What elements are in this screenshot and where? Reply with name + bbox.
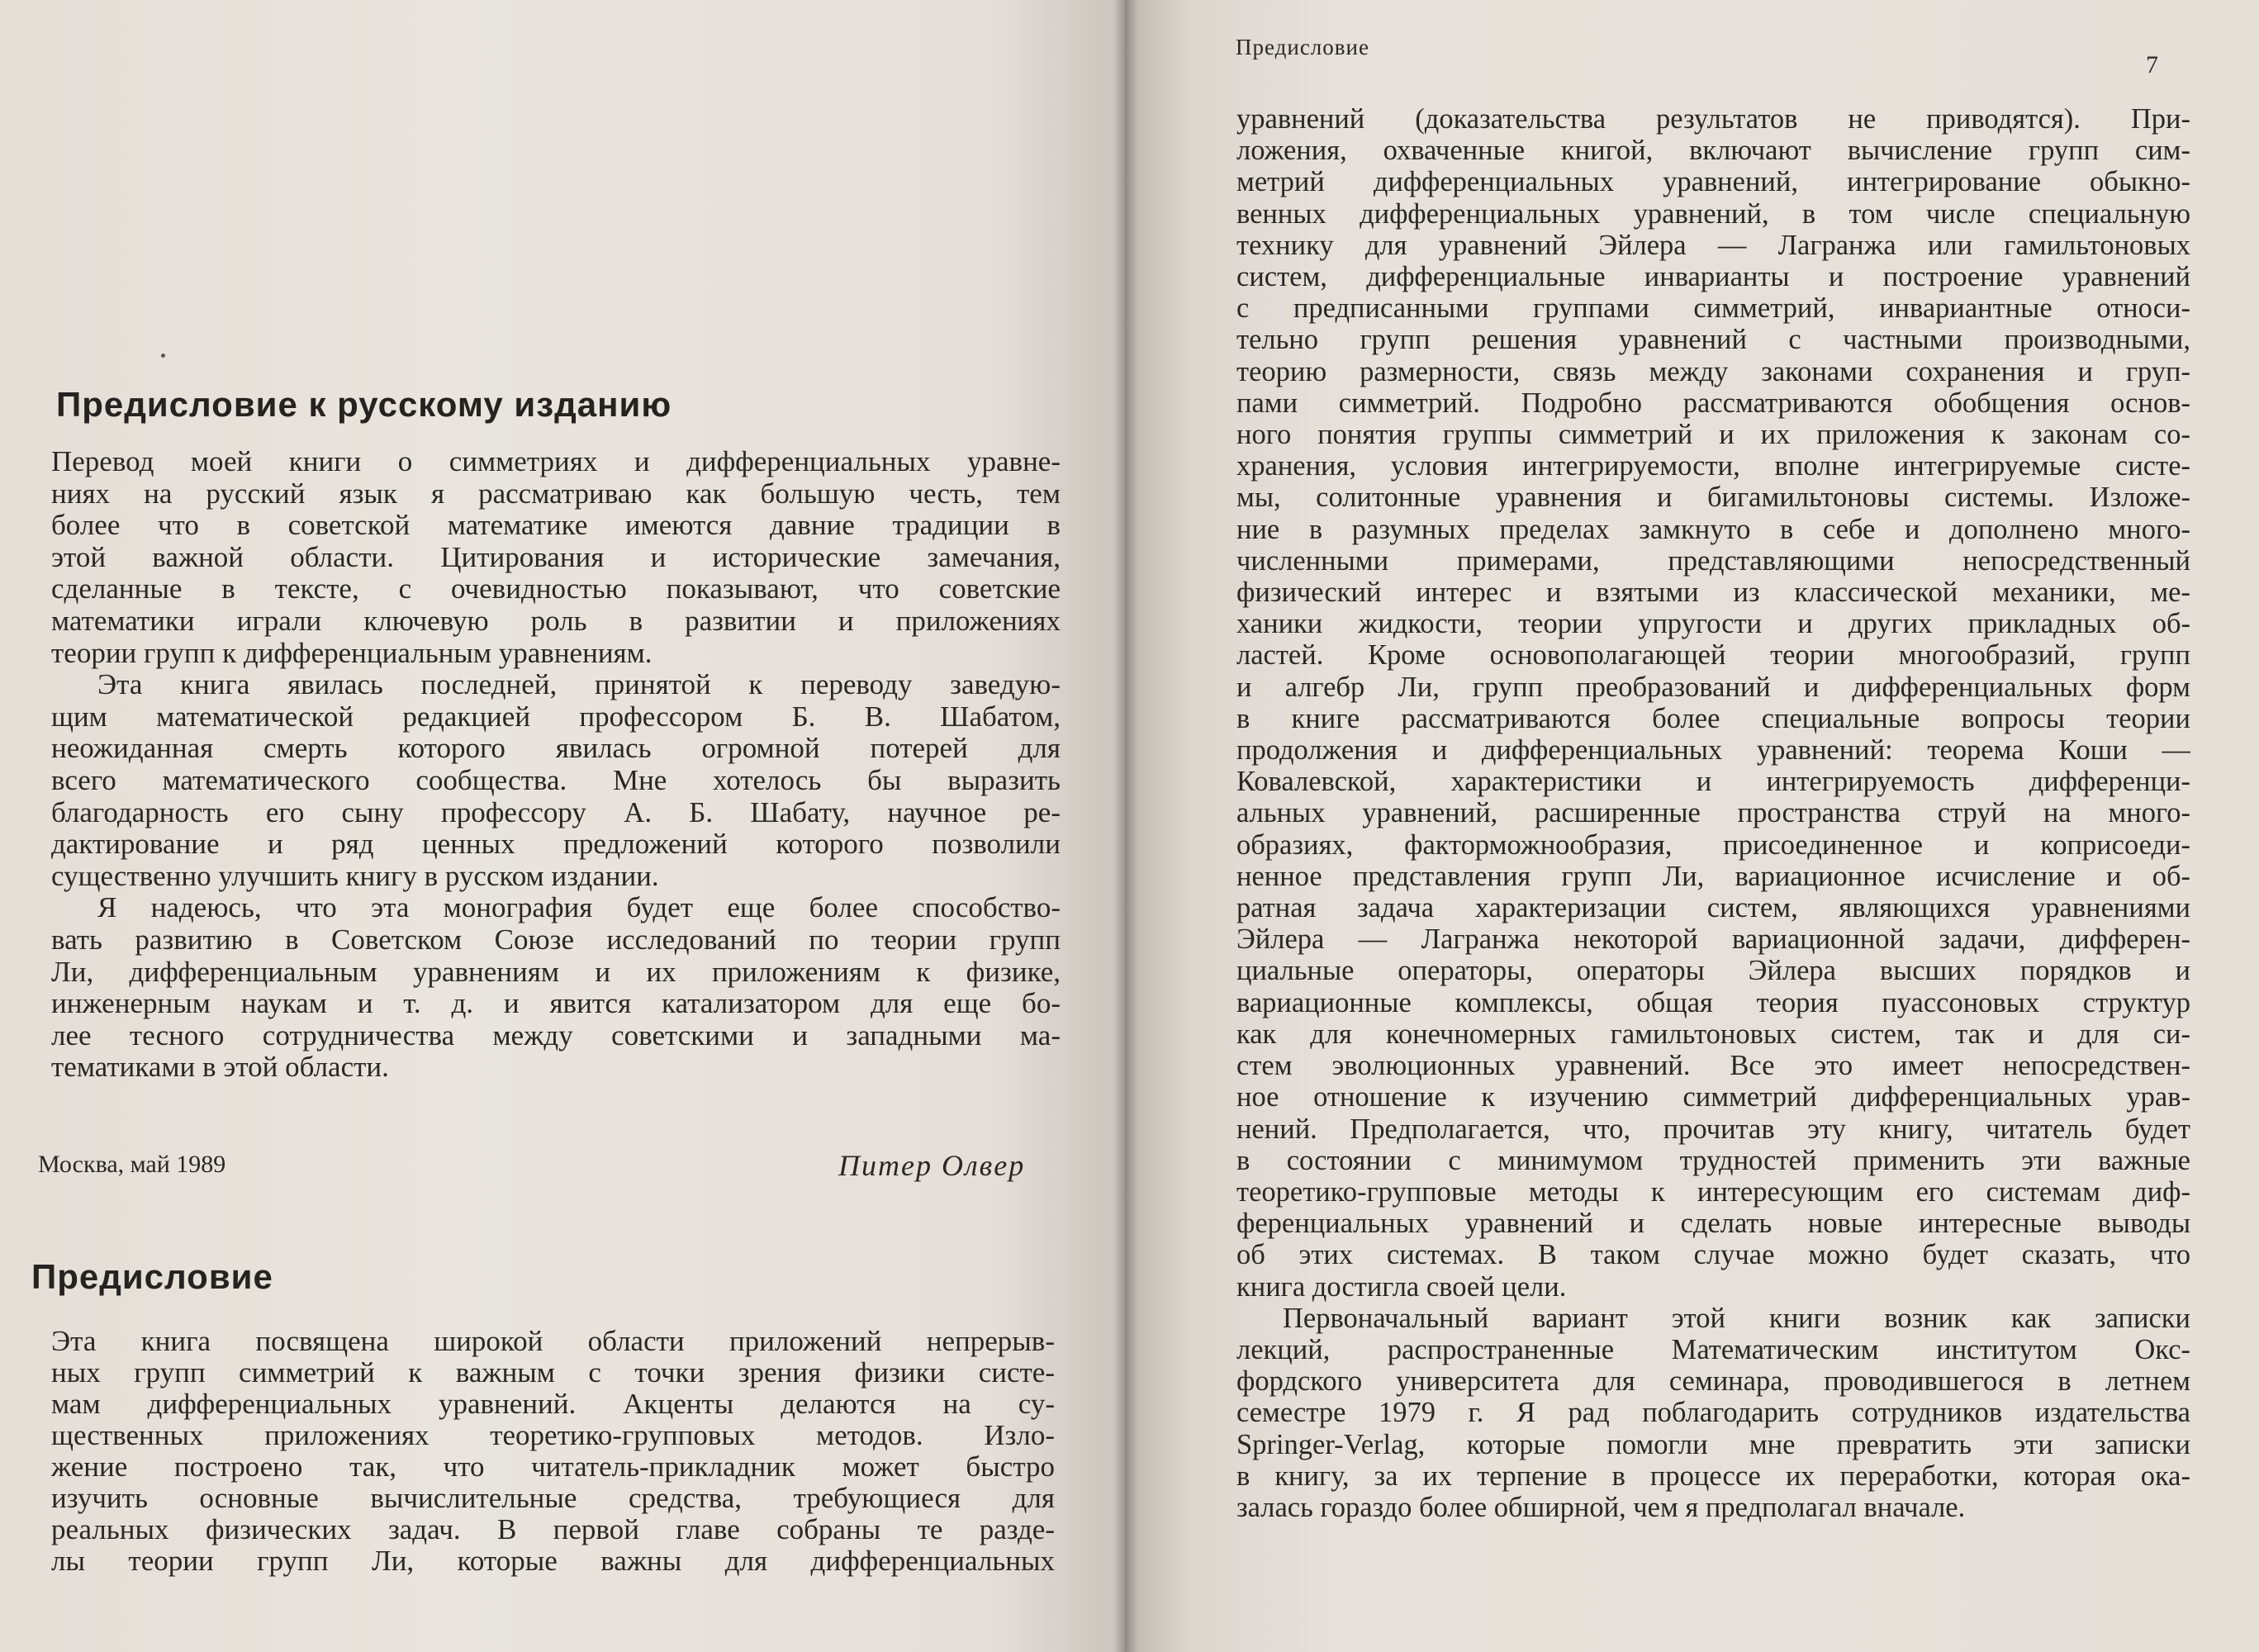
text-line: лее тесного сотрудничества между советскими и западными ма-: [51, 1019, 1061, 1051]
text-line: ференциальных уравнений и сделать новые интересные выводы: [1236, 1208, 2190, 1240]
text-line: всего математического сообщества. Мне хотелось бы выразить: [51, 764, 1061, 796]
text-line: образиях, факторможнообразия, присоединенное и коприсоеди-: [1236, 828, 2190, 861]
text-line: систем, дифференциальные инварианты и построение уравнений: [1236, 261, 2190, 293]
text-line: и алгебр Ли, групп преобразований и дифференциальных форм: [1236, 671, 2190, 703]
text-line: ного понятия группы симметрий и их приложения к законам со-: [1236, 419, 2190, 451]
text-line: мам дифференциальных уравнений. Акценты делаются на су-: [51, 1389, 1055, 1420]
signature-place-date: Москва, май 1989: [38, 1151, 226, 1178]
text-line: теоретико-групповые методы к интересующим его системам диф-: [1236, 1175, 2190, 1208]
text-line: в состоянии с минимумом трудностей применить эти важные: [1236, 1144, 2190, 1176]
text-line: щим математической редакцией профессором Б. В. Шабатом,: [51, 700, 1061, 733]
preface-text-left: [51, 1326, 1055, 1577]
text-line: физический интерес и взятыми из классической механики, ме-: [1236, 577, 2190, 609]
text-line: книга достигла своей цели.: [1236, 1270, 1567, 1303]
text-line: Эйлера — Лагранжа некоторой вариационной задачи, дифферен-: [1236, 923, 2190, 956]
text-line: инженерным наукам и т. д. и явится катализатором для еще бо-: [51, 988, 1061, 1020]
section-title-preface: Предисловие: [31, 1257, 273, 1296]
text-line: залась гораздо более обширной, чем я предполагал вначале.: [1236, 1491, 1966, 1523]
text-line: как для конечномерных гамильтоновых систем, так и для си-: [1236, 1018, 2190, 1050]
text-line: Ковалевской, характеристики и интегрируемость дифференци-: [1236, 766, 2190, 798]
text-line: циальные операторы, операторы Эйлера высших порядков и: [1236, 955, 2190, 987]
text-line: численными примерами, представляющими непосредственный: [1236, 544, 2190, 577]
text-line: Первоначальный вариант этой книги возник как записки: [1283, 1302, 2190, 1334]
text-line: лекций, распространенные Математическим институтом Окс-: [1236, 1333, 2190, 1365]
text-line: Эта книга явилась последней, принятой к переводу заведую-: [97, 669, 1061, 701]
signature-author: Питер Олвер: [838, 1149, 1026, 1182]
text-line: теории групп к дифференциальным уравнениям.: [51, 637, 653, 669]
text-line: математики играли ключевую роль в развитии и приложениях: [51, 605, 1061, 637]
text-line: Я надеюсь, что эта монография будет еще более способство-: [97, 892, 1061, 924]
text-line: в книгу, за их терпение в процессе их переработки, которая ока-: [1236, 1460, 2190, 1492]
text-line: благодарность его сыну профессору А. Б. Шабату, научное ре-: [51, 796, 1061, 828]
text-line: более что в советской математике имеются давние традиции в: [51, 510, 1061, 542]
text-line: теорию размерности, связь между законами сохранения и груп-: [1236, 355, 2190, 387]
text-line: семестре 1979 г. Я рад поблагодарить сотрудников издательства: [1236, 1397, 2190, 1429]
preface-text-right: [1236, 103, 2190, 1523]
text-line: мы, солитонные уравнения и бигамильтоновы системы. Изложе-: [1236, 482, 2190, 514]
text-line: Перевод моей книги о симметриях и дифференциальных уравне-: [51, 446, 1061, 477]
text-line: лы теории групп Ли, которые важны для дифференциальных: [51, 1545, 1055, 1577]
text-line: фордского университета для семинара, проводившегося в летнем: [1236, 1365, 2190, 1398]
section-title-russian-preface: Предисловие к русскому изданию: [56, 385, 672, 424]
text-line: технику для уравнений Эйлера — Лагранжа или гамильтоновых: [1236, 229, 2190, 261]
text-line: щественных приложениях теоретико-групповых методов. Изло-: [51, 1420, 1055, 1451]
book-gutter: [1113, 0, 1138, 1652]
text-line: ние в разумных пределах замкнуто в себе и дополнено много-: [1236, 513, 2190, 545]
text-line: реальных физических задач. В первой главе собраны те разде-: [51, 1514, 1055, 1545]
page-number: 7: [2146, 51, 2158, 78]
text-line: существенно улучшить книгу в русском издании.: [51, 860, 659, 892]
text-line: ное отношение к изучению симметрий дифференциальных урав-: [1236, 1081, 2190, 1113]
text-line: метрий дифференциальных уравнений, интегрирование обыкно-: [1236, 166, 2190, 198]
text-line: стем эволюционных уравнений. Все это имеет непосредствен-: [1236, 1050, 2190, 1082]
text-line: ханики жидкости, теории упругости и других прикладных об-: [1236, 608, 2190, 640]
text-line: уравнений (доказательства результатов не приводятся). При-: [1236, 103, 2190, 135]
text-line: нений. Предполагается, что, прочитав эту книгу, читатель будет: [1236, 1113, 2190, 1145]
text-line: жение построено так, что читатель-прикладник может быстро: [51, 1451, 1055, 1483]
russian-preface-text: [51, 446, 1061, 1084]
paper-speck: [161, 354, 165, 358]
left-page: [0, 0, 1125, 1652]
text-line: Springer-Verlag, которые помогли мне превратить эти записки: [1236, 1428, 2190, 1460]
text-line: ложения, охваченные книгой, включают вычисление групп сим-: [1236, 135, 2190, 167]
text-line: пами симметрий. Подробно рассматриваются обобщения основ-: [1236, 387, 2190, 419]
text-line: этой важной области. Цитирования и исторические замечания,: [51, 541, 1061, 573]
text-line: вать развитию в Советском Союзе исследований по теории групп: [51, 923, 1061, 956]
text-line: ластей. Кроме основополагающей теории многообразий, групп: [1236, 639, 2190, 672]
text-line: вариационные комплексы, общая теория пуассоновых структур: [1236, 986, 2190, 1018]
text-line: ненное представления групп Ли, вариационное исчисление и об-: [1236, 860, 2190, 892]
text-line: хранения, условия интегрируемости, вполне интегрируемые систе-: [1236, 450, 2190, 482]
text-line: неожиданная смерть которого явилась огромной потерей для: [51, 733, 1061, 765]
text-line: тельно групп решения уравнений с частными производными,: [1236, 324, 2190, 356]
text-line: сделанные в тексте, с очевидностью показывают, что советские: [51, 573, 1061, 605]
text-line: об этих системах. В таком случае можно будет сказать, что: [1236, 1239, 2190, 1271]
text-line: тематиками в этой области.: [51, 1051, 389, 1084]
running-head: Предисловие: [1236, 35, 1369, 59]
text-line: в книге рассматриваются более специальные вопросы теории: [1236, 702, 2190, 734]
text-line: ратная задача характеризации систем, являющихся уравнениями: [1236, 892, 2190, 924]
text-line: дактирование и ряд ценных предложений которого позволили: [51, 828, 1061, 861]
text-line: изучить основные вычислительные средства, требующиеся для: [51, 1483, 1055, 1514]
text-line: альных уравнений, расширенные пространства струй на много-: [1236, 797, 2190, 829]
text-line: ных групп симметрий к важным с точки зрения физики систе-: [51, 1357, 1055, 1389]
text-line: венных дифференциальных уравнений, в том числе специальную: [1236, 197, 2190, 230]
text-line: ниях на русский язык я рассматриваю как большую честь, тем: [51, 477, 1061, 510]
text-line: с предписанными группами симметрий, инвариантные относи-: [1236, 292, 2190, 325]
text-line: Эта книга посвящена широкой области приложений непрерыв-: [51, 1326, 1055, 1357]
text-line: Ли, дифференциальным уравнениям и их приложениям к физике,: [51, 956, 1061, 988]
text-line: продолжения и дифференциальных уравнений: теорема Коши —: [1236, 734, 2190, 767]
